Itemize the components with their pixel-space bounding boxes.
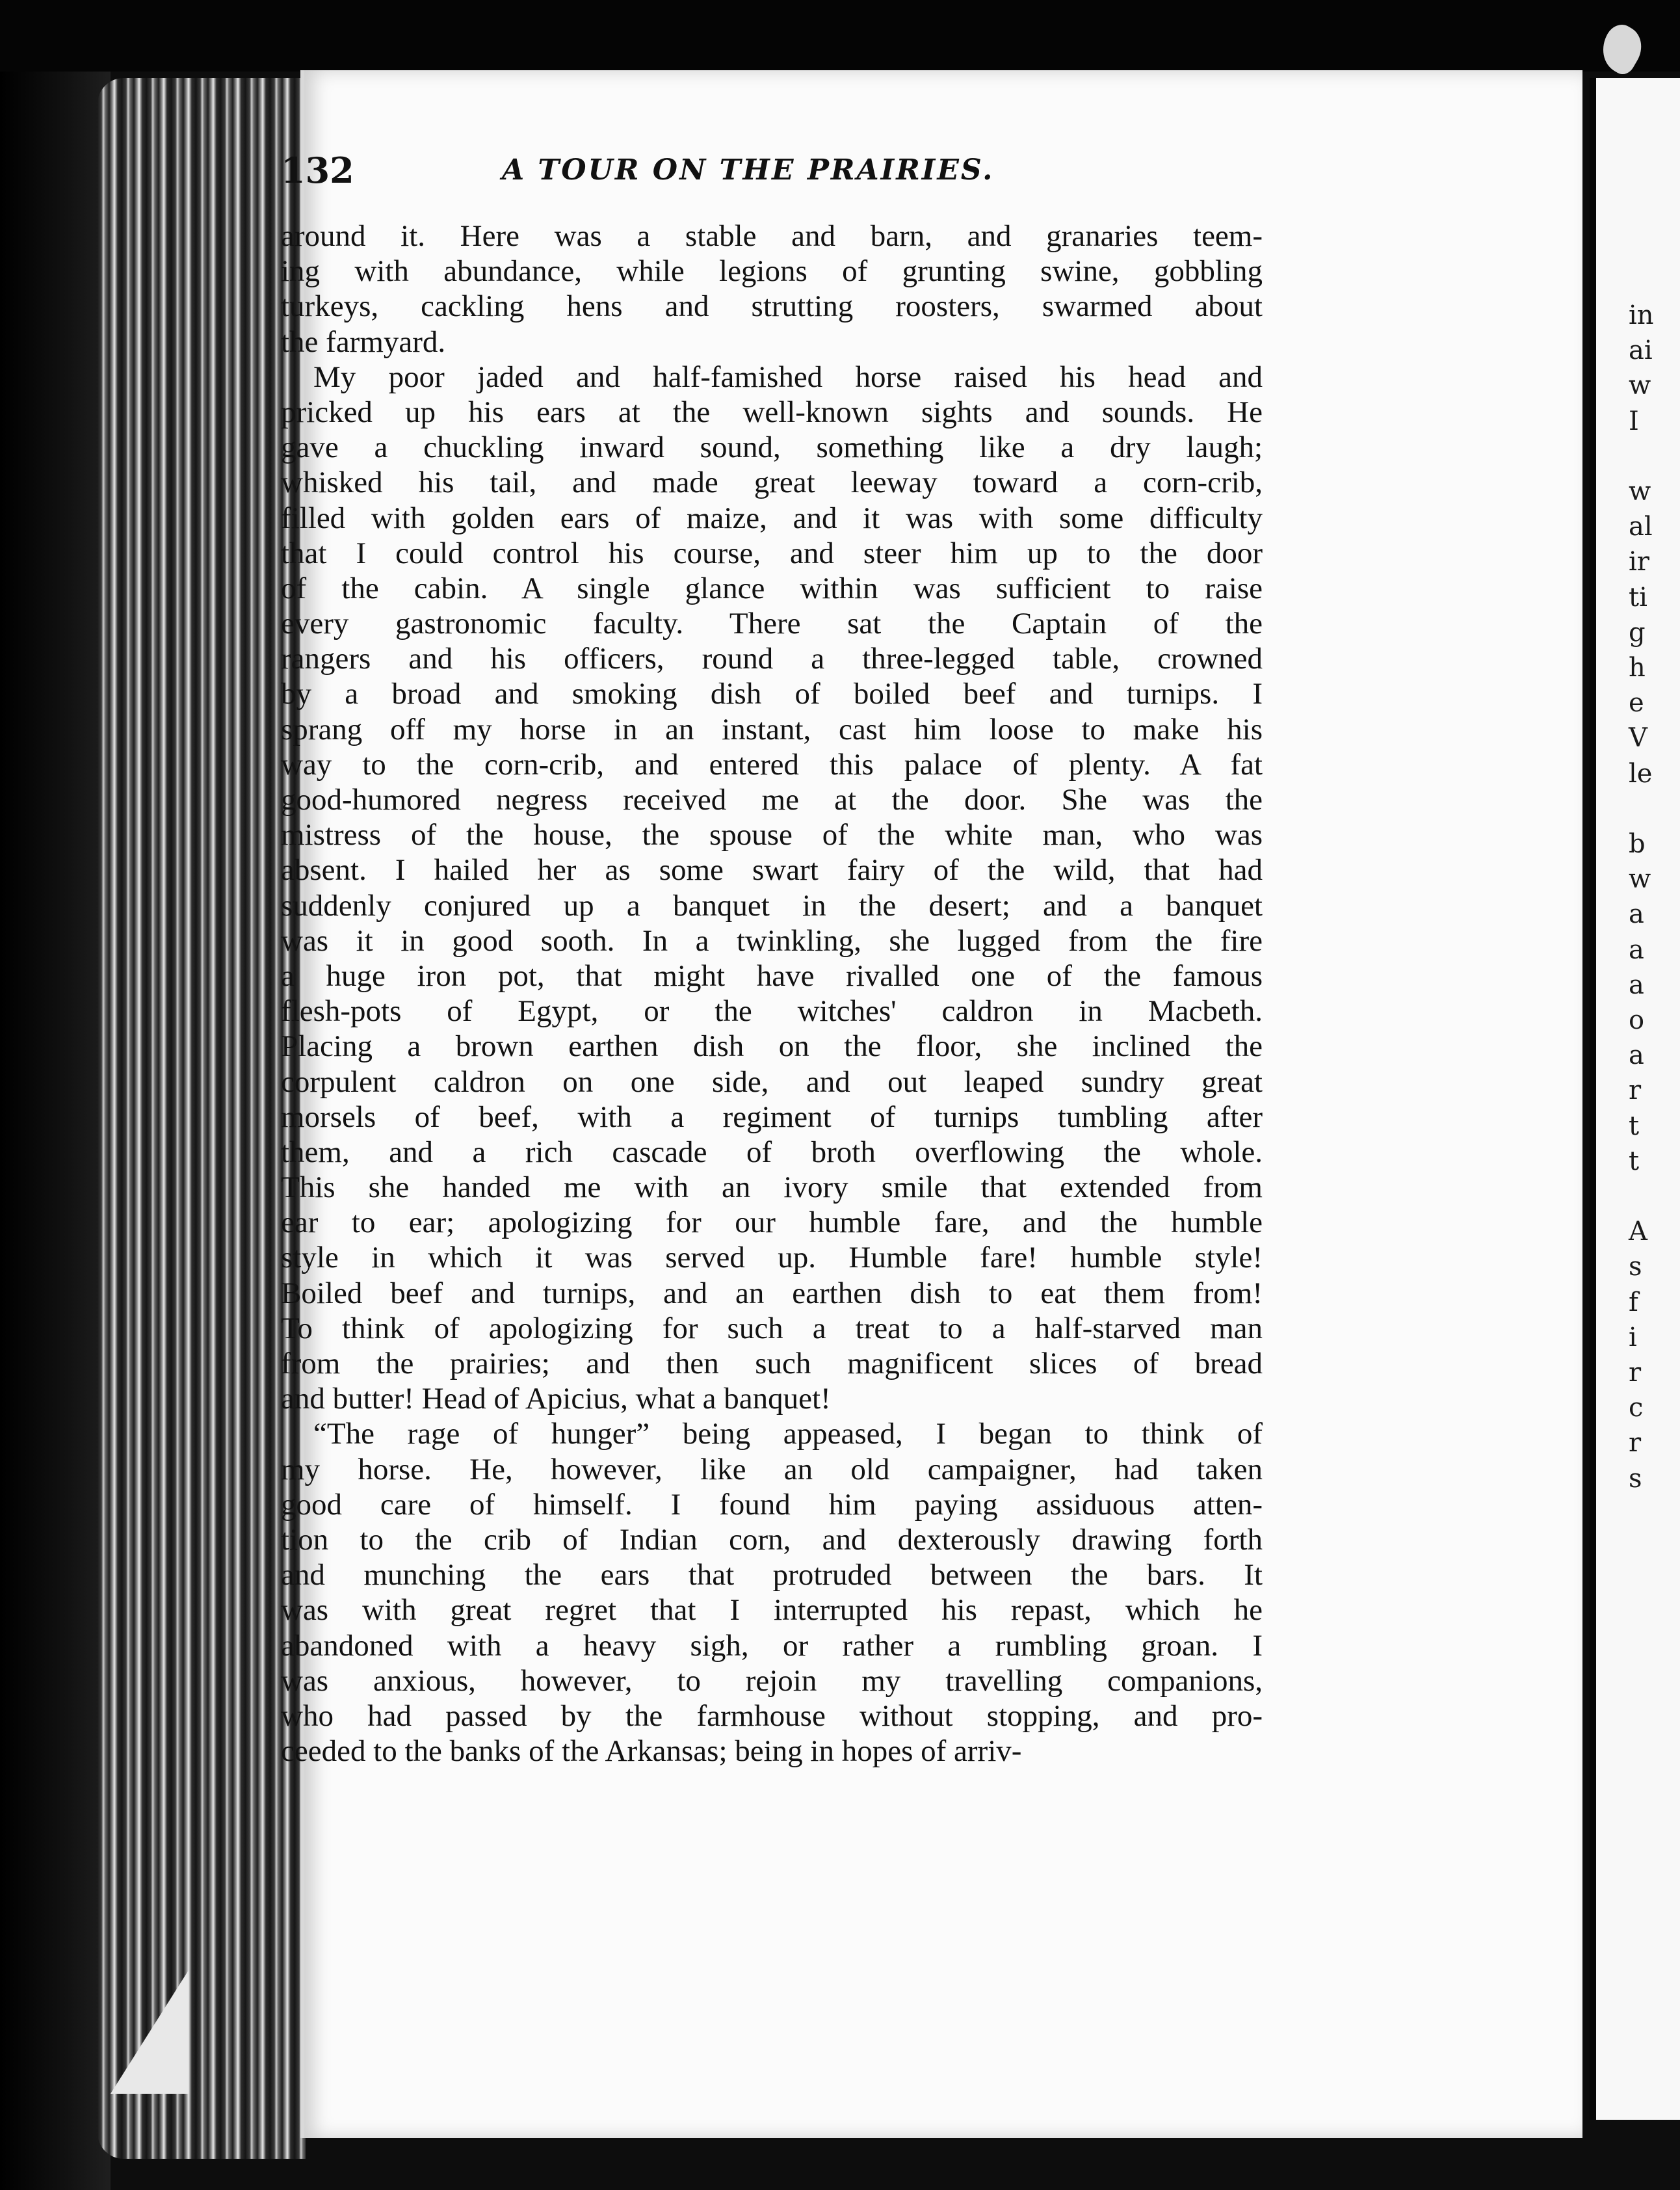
facing-page-fragment: ir — [1629, 547, 1649, 577]
facing-page-fragment: w — [1629, 864, 1651, 895]
text-line: and butter! Head of Apicius, what a banquet! — [281, 1382, 831, 1416]
text-line: them, and a rich cascade of broth overflowing the whole. — [281, 1135, 1263, 1169]
scan-top-border — [0, 0, 1680, 72]
text-line: mistress of the house, the spouse of the white man, who was — [281, 818, 1263, 852]
facing-page-fragment: b — [1629, 829, 1646, 859]
facing-page-fragment: a — [1629, 899, 1644, 930]
facing-page-fragment: a — [1629, 970, 1644, 1000]
text-line: from the prairies; and then such magnificent slices of bread — [281, 1347, 1263, 1380]
text-line: style in which it was served up. Humble fare! humble style! — [281, 1241, 1263, 1275]
text-line: whisked his tail, and made great leeway toward a corn-crib, — [281, 466, 1263, 500]
text-line: and munching the ears that protruded between the bars. It — [281, 1558, 1263, 1592]
text-line: that I could control his course, and steer him up to the door — [281, 536, 1263, 570]
facing-page-fragment: a — [1629, 1040, 1644, 1071]
text-line: good care of himself. I found him paying assiduous atten- — [281, 1487, 1263, 1522]
facing-page-fragment: V — [1629, 723, 1647, 754]
facing-page-fragment: s — [1629, 1252, 1642, 1282]
facing-page-fragment: f — [1629, 1287, 1638, 1317]
text-line: abandoned with a heavy sigh, or rather a rumbling groan. I — [281, 1628, 1263, 1663]
text-line: suddenly conjured up a banquet in the desert; and a banquet — [281, 888, 1263, 923]
facing-page-fragment: h — [1629, 653, 1646, 683]
facing-page-fragment: i — [1629, 1322, 1637, 1352]
facing-page-fragment: in — [1629, 300, 1654, 330]
text-line: gave a chuckling inward sound, something like a dry laugh; — [281, 430, 1263, 465]
text-line: My poor jaded and half-famished horse raised his head and — [313, 360, 1263, 394]
body-text — [281, 218, 1263, 1769]
facing-page-fragment: w — [1629, 477, 1651, 507]
text-line: This she handed me with an ivory smile that extended from — [281, 1170, 1263, 1205]
text-line: filled with golden ears of maize, and it was with some difficulty — [281, 501, 1263, 535]
text-line: of the cabin. A single glance within was sufficient to raise — [281, 571, 1263, 605]
text-line: ing with abundance, while legions of grunting swine, gobbling — [281, 254, 1263, 289]
text-line: flesh-pots of Egypt, or the witches' caldron in Macbeth. — [281, 994, 1263, 1029]
text-line: Placing a brown earthen dish on the floor, she inclined the — [281, 1029, 1263, 1064]
facing-page-fragment: w — [1629, 371, 1651, 401]
text-line: was it in good sooth. In a twinkling, she lugged from the fire — [281, 923, 1263, 958]
text-line: way to the corn-crib, and entered this palace of plenty. A fat — [281, 747, 1263, 782]
text-line: ceeded to the banks of the Arkansas; being in hopes of arriv- — [281, 1734, 1022, 1769]
facing-page-fragment: r — [1629, 1358, 1642, 1388]
text-line: ear to ear; apologizing for our humble fare, and the humble — [281, 1206, 1263, 1240]
text-line: corpulent caldron on one side, and out leaped sundry great — [281, 1064, 1263, 1099]
page-header — [281, 150, 1269, 202]
facing-page-fragment: r — [1629, 1075, 1642, 1106]
text-line: absent. I hailed her as some swart fairy of the wild, that had — [281, 853, 1263, 888]
dog-eared-corner — [111, 1970, 189, 2094]
text-line: sprang off my horse in an instant, cast him loose to make his — [281, 712, 1263, 746]
facing-page-fragment: al — [1629, 512, 1653, 542]
facing-page-fragment: t — [1629, 1111, 1640, 1141]
page-number: 132 — [281, 150, 354, 191]
text-line: good-humored negress received me at the door. She was the — [281, 783, 1263, 817]
page-edges — [98, 78, 306, 2159]
running-title: A TOUR ON THE PRAIRIES. — [502, 153, 995, 187]
text-line: who had passed by the farmhouse without stopping, and pro- — [281, 1698, 1263, 1733]
text-line: the farmyard. — [281, 324, 446, 359]
facing-page-fragment: g — [1629, 617, 1646, 648]
book-spine — [0, 72, 111, 2190]
text-line: a huge iron pot, that might have rivalled one of the famous — [281, 958, 1263, 993]
facing-page-fragment: a — [1629, 934, 1644, 965]
text-line: To think of apologizing for such a treat to a half-starved man — [281, 1311, 1263, 1345]
facing-page-fragment: ti — [1629, 582, 1647, 613]
facing-page-fragment: I — [1629, 406, 1639, 436]
facing-page-fragment: A — [1629, 1217, 1647, 1247]
facing-page-fragment: c — [1629, 1393, 1644, 1423]
text-line: tion to the crib of Indian corn, and dexterously drawing forth — [281, 1522, 1263, 1557]
text-line: Boiled beef and turnips, and an earthen dish to eat them from! — [281, 1276, 1263, 1310]
facing-page-fragment: ai — [1629, 336, 1653, 366]
text-line: every gastronomic faculty. There sat the Captain of the — [281, 607, 1263, 641]
facing-page-fragment: s — [1629, 1463, 1642, 1494]
facing-page-fragment: t — [1629, 1146, 1640, 1176]
text-line: rangers and his officers, round a three-legged table, crowned — [281, 642, 1263, 676]
facing-page-fragment: e — [1629, 688, 1644, 719]
text-line: pricked up his ears at the well-known sights and sounds. He — [281, 395, 1263, 429]
facing-page-sliver — [1590, 78, 1680, 2120]
text-line: was anxious, however, to rejoin my travelling companions, — [281, 1663, 1263, 1698]
text-line: turkeys, cackling hens and strutting roosters, swarmed about — [281, 289, 1263, 324]
text-line: morsels of beef, with a regiment of turnips tumbling after — [281, 1100, 1263, 1134]
facing-page-fragment: r — [1629, 1428, 1642, 1458]
text-line: “The rage of hunger” being appeased, I began to think of — [313, 1417, 1263, 1451]
text-line: by a broad and smoking dish of boiled beef and turnips. I — [281, 677, 1263, 711]
text-line: my horse. He, however, like an old campaigner, had taken — [281, 1452, 1263, 1486]
facing-page-fragment: le — [1629, 758, 1653, 789]
text-line: was with great regret that I interrupted his repast, which he — [281, 1593, 1263, 1628]
facing-page-fragment: o — [1629, 1005, 1645, 1035]
text-line: around it. Here was a stable and barn, and granaries teem- — [281, 219, 1263, 253]
